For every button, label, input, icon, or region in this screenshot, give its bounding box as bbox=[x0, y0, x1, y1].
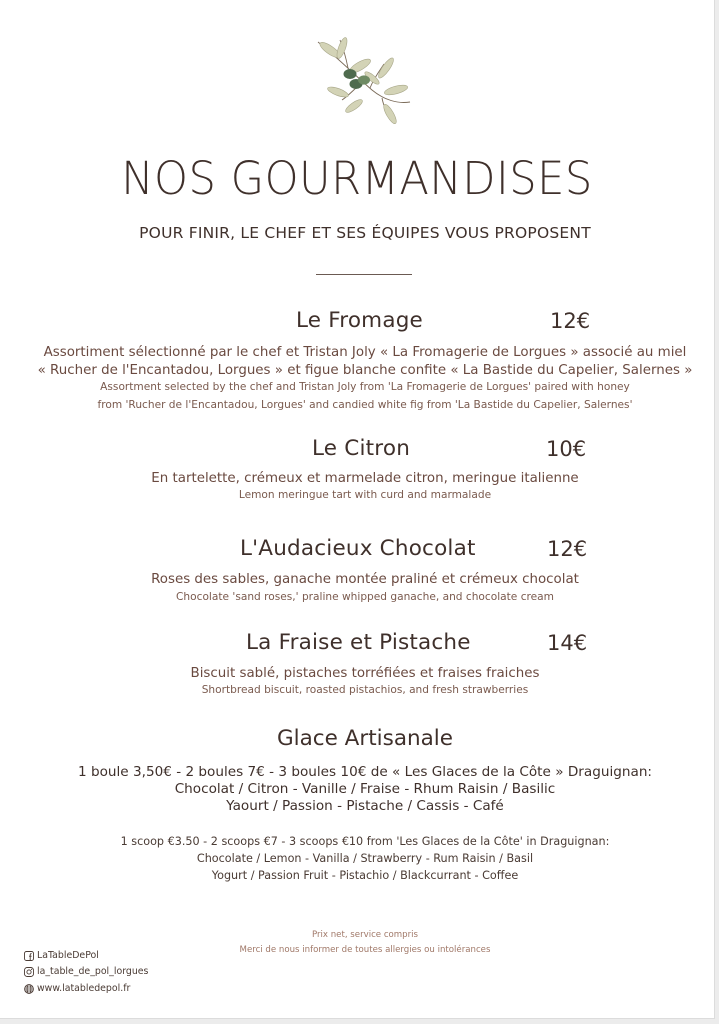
glace-description-fr: 1 boule 3,50€ - 2 boules 7€ - 3 boules 10€ de « Les Glaces de la Côte » Draguignan: bbox=[77, 764, 653, 780]
allergy-note: Merci de nous informer de toutes allergies ou intolérances bbox=[239, 945, 491, 955]
dish-price: 12€ bbox=[547, 537, 588, 561]
glace-description-fr: Chocolat / Citron - Vanille / Fraise - Rhum Raisin / Basilic bbox=[174, 781, 556, 797]
instagram-handle: la_table_de_pol_lorgues bbox=[37, 966, 149, 977]
dish-name: Le Fromage bbox=[296, 308, 423, 333]
social-website[interactable] bbox=[24, 983, 130, 994]
dish-price: 10€ bbox=[546, 437, 587, 461]
facebook-handle: LaTableDePol bbox=[37, 950, 99, 961]
dish-name: L'Audacieux Chocolat bbox=[240, 536, 476, 561]
glace-description-en: 1 scoop €3.50 - 2 scoops €7 - 3 scoops €10 from 'Les Glaces de la Côte' in Draguignan: bbox=[120, 835, 610, 848]
page-subtitle: POUR FINIR, LE CHEF ET SES ÉQUIPES VOUS PROPOSENT bbox=[139, 224, 591, 242]
dish-price: 12€ bbox=[550, 309, 591, 333]
glace-description-en: Yogurt / Passion Fruit - Pistachio / Blackcurrant - Coffee bbox=[211, 869, 519, 882]
olive-branch-icon bbox=[298, 28, 420, 126]
dish-description-en: from 'Rucher de l'Encantadou, Lorgues' and candied white fig from 'La Bastide du Capelier, Salernes' bbox=[97, 399, 633, 411]
instagram-icon bbox=[24, 967, 34, 977]
price-note: Prix net, service compris bbox=[311, 930, 419, 940]
dish-description-fr: En tartelette, crémeux et marmelade citron, meringue italienne bbox=[151, 471, 579, 486]
divider bbox=[316, 274, 412, 275]
dish-description-en: Shortbread biscuit, roasted pistachios, and fresh strawberries bbox=[201, 684, 529, 696]
dish-description-fr: Roses des sables, ganache montée praliné et crémeux chocolat bbox=[151, 572, 579, 587]
facebook-icon bbox=[24, 951, 34, 961]
dish-description-en: Lemon meringue tart with curd and marmalade bbox=[238, 489, 492, 501]
social-instagram[interactable] bbox=[24, 966, 148, 977]
dish-price: 14€ bbox=[547, 631, 588, 655]
glace-description-en: Chocolate / Lemon - Vanilla / Strawberry - Rum Raisin / Basil bbox=[196, 852, 534, 865]
dish-description-fr: Assortiment sélectionné par le chef et Tristan Joly « La Fromagerie de Lorgues » associé au miel bbox=[43, 345, 687, 360]
website-link: www.latabledepol.fr bbox=[37, 983, 131, 994]
dish-name: La Fraise et Pistache bbox=[246, 630, 471, 655]
globe-icon bbox=[24, 984, 34, 994]
glace-title: Glace Artisanale bbox=[276, 726, 454, 751]
dish-description-fr: « Rucher de l'Encantadou, Lorgues » et figue blanche confite « La Bastide du Capelier, Salernes » bbox=[37, 363, 693, 378]
dish-description-en: Assortment selected by the chef and Tristan Joly from 'La Fromagerie de Lorgues' paired with honey bbox=[100, 381, 630, 393]
dish-description-en: Chocolate 'sand roses,' praline whipped ganache, and chocolate cream bbox=[176, 591, 554, 603]
social-facebook[interactable] bbox=[24, 950, 99, 961]
dish-description-fr: Biscuit sablé, pistaches torréfiées et fraises fraiches bbox=[190, 666, 540, 681]
dish-name: Le Citron bbox=[312, 436, 411, 461]
glace-description-fr: Yaourt / Passion - Pistache / Cassis - Café bbox=[226, 798, 504, 814]
page-title: NOS GOURMANDISES bbox=[121, 152, 593, 205]
